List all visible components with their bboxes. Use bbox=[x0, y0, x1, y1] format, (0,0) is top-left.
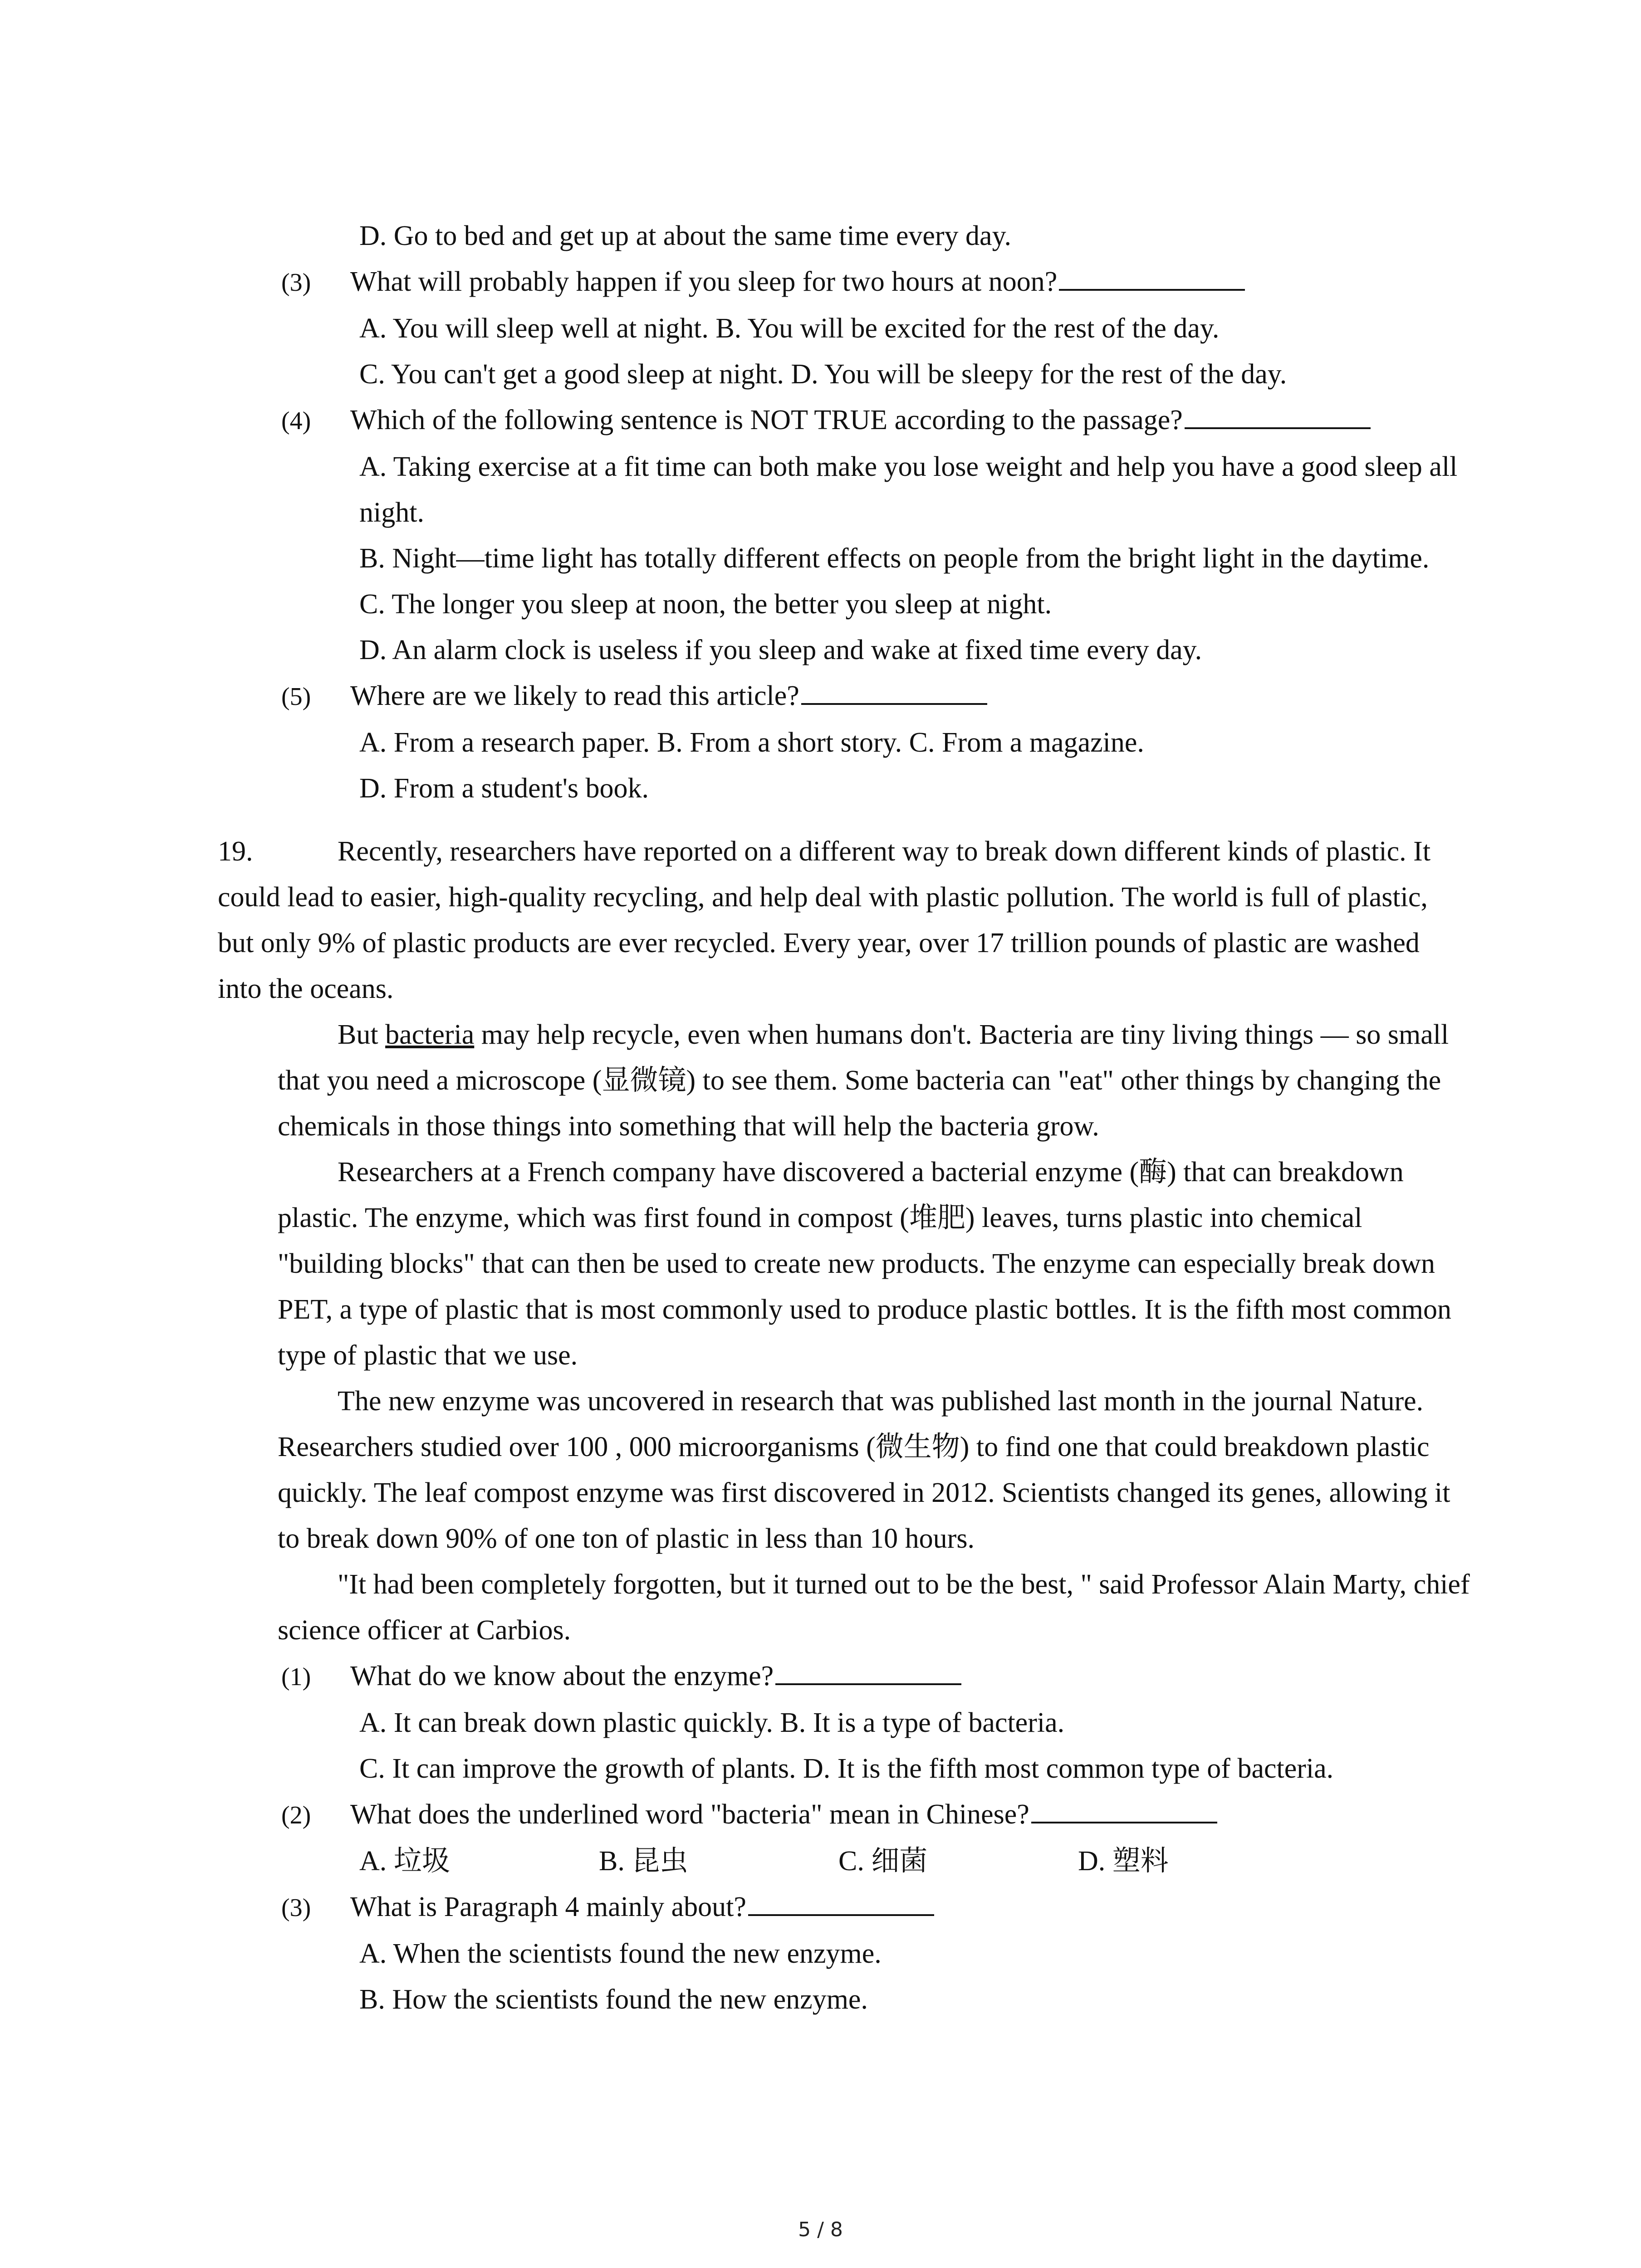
option-text: A. Taking exercise at a fit time can both make you lose weight and help you have a good sleep all night. bbox=[359, 451, 1458, 528]
question: (2) What does the underlined word "bacteria" mean in Chinese? bbox=[218, 1792, 1470, 1838]
option-d: D. 塑料 bbox=[1078, 1846, 1169, 1877]
option-b: B. 昆虫 bbox=[599, 1846, 688, 1877]
passage-paragraph: "It had been completely forgotten, but it turned out to be the best, " said Professor Alain Marty, chief science officer at Carbios. bbox=[278, 1569, 1470, 1646]
question: (5) Where are we likely to read this article? bbox=[218, 673, 1470, 720]
option-row bbox=[218, 1838, 1470, 1884]
option-text: D. An alarm clock is useless if you sleep and wake at fixed time every day. bbox=[359, 635, 1202, 665]
option-c: C. 细菌 bbox=[838, 1846, 928, 1877]
option-text: C. You can't get a good sleep at night. D. You will be sleepy for the rest of the day. bbox=[359, 359, 1287, 390]
answer-blank[interactable] bbox=[748, 1889, 934, 1916]
option-text: A. You will sleep well at night. B. You will be excited for the rest of the day. bbox=[359, 313, 1220, 344]
option-text: D. From a student's book. bbox=[359, 773, 649, 804]
question: (3) What is Paragraph 4 mainly about? bbox=[218, 1884, 1470, 1931]
option-text: A. When the scientists found the new enzyme. bbox=[359, 1938, 882, 1969]
option-text: D. Go to bed and get up at about the same time every day. bbox=[359, 220, 1012, 251]
underlined-word: bacteria bbox=[385, 1019, 475, 1050]
question: (1) What do we know about the enzyme? bbox=[218, 1653, 1470, 1700]
answer-blank[interactable] bbox=[801, 678, 987, 705]
option-text: B. How the scientists found the new enzyme. bbox=[359, 1984, 868, 2015]
page-content bbox=[218, 213, 1470, 2023]
page-number: 5 / 8 bbox=[798, 2218, 843, 2241]
answer-blank[interactable] bbox=[1185, 402, 1371, 429]
passage-paragraph: Researchers at a French company have discovered a bacterial enzyme (酶) that can breakdown plastic. The enzyme, which was first found in compost (堆肥) leaves, turns plastic into chemical "building blocks" that can then be used to create new products. The enzyme can especially break down PET, a type of plastic that is most commonly used to produce plastic bottles. It is the fifth most common type of plastic that we use. bbox=[278, 1157, 1451, 1371]
passage-paragraph: The new enzyme was uncovered in research that was published last month in the journal Nature. Researchers studied over 100 , 000 microorganisms (微生物) to find one that could breakdown plastic quickly. The leaf compost enzyme was first discovered in 2012. Scientists changed its genes, allowing it to break down 90% of one ton of plastic in less than 10 hours. bbox=[278, 1386, 1450, 1554]
option-text: C. It can improve the growth of plants. D. It is the fifth most common type of bacteria. bbox=[359, 1753, 1334, 1784]
option-text: A. From a research paper. B. From a short story. C. From a magazine. bbox=[359, 727, 1144, 758]
question: (3) What will probably happen if you sleep for two hours at noon? bbox=[218, 259, 1470, 306]
passage-paragraph: 19. Recently, researchers have reported on a different way to break down different kinds of plastic. It could lead to easier, high-quality recycling, and help deal with plastic pollution. The world is full of plastic, but only 9% of plastic products are ever recycled. Every year, over 17 trillion pounds of plastic are washed into the oceans. bbox=[218, 829, 1470, 1012]
answer-blank[interactable] bbox=[1031, 1796, 1217, 1823]
option-text: A. It can break down plastic quickly. B. It is a type of bacteria. bbox=[359, 1707, 1065, 1738]
option-text: C. The longer you sleep at noon, the better you sleep at night. bbox=[359, 589, 1052, 620]
answer-blank[interactable] bbox=[775, 1658, 961, 1685]
question: (4) Which of the following sentence is NOT TRUE according to the passage? bbox=[218, 397, 1470, 444]
option-a: A. 垃圾 bbox=[359, 1846, 450, 1877]
option-text: B. Night—time light has totally different effects on people from the bright light in the daytime. bbox=[359, 543, 1430, 574]
answer-blank[interactable] bbox=[1059, 264, 1245, 291]
passage-paragraph: But bacteria may help recycle, even when humans don't. Bacteria are tiny living things — so small that you need a microscope (显微镜) to see them. Some bacteria can "eat" other things by changing the chemicals in those things into something that will help the bacteria grow. bbox=[278, 1019, 1449, 1142]
passage-number: 19. bbox=[218, 836, 253, 867]
